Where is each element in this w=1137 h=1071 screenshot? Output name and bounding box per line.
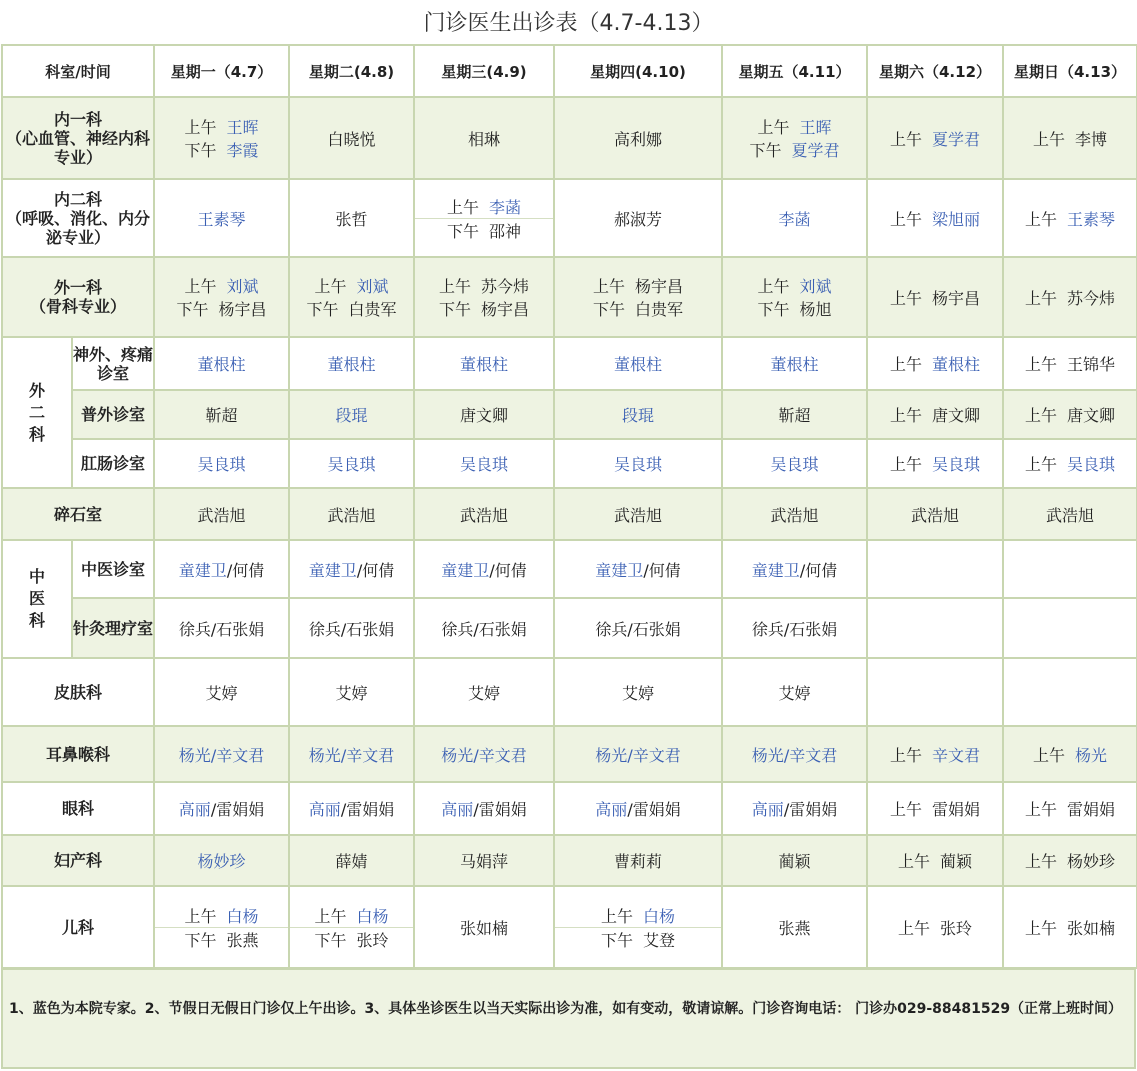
cell: 蔺颖 [722,835,867,886]
cell: 徐兵/石张娟 [414,598,554,658]
cell: 吴良琪 [554,439,722,488]
cell: 徐兵/石张娟 [554,598,722,658]
cell: 童建卫/何倩 [722,540,867,598]
cell: 上午 王晖 下午 夏学君 [722,97,867,179]
cell: 上午 苏今炜 [1003,257,1137,337]
row-waike1 [2,257,1137,337]
cell: 上午 白杨 下午 艾登 [554,886,722,968]
cell: 上午 辛文君 [867,726,1003,782]
cell: 李菡 [722,179,867,257]
dept-waike2: 外二科 [2,337,72,488]
cell: 上午 苏今炜 下午 杨宇昌 [414,257,554,337]
cell: 高丽/雷娟娟 [154,782,289,835]
cell: 童建卫/何倩 [414,540,554,598]
cell: 上午 李菡 下午 邵神 [414,179,554,257]
cell: 艾婷 [414,658,554,726]
cell: 靳超 [722,390,867,439]
cell: 董根柱 [154,337,289,390]
dept-neike1: 内一科 （心血管、神经内科专业） [2,97,154,179]
cell: 杨光/辛文君 [722,726,867,782]
cell: 武浩旭 [867,488,1003,540]
cell: 徐兵/石张娟 [154,598,289,658]
cell [867,658,1003,726]
cell: 杨光/辛文君 [289,726,414,782]
cell: 艾婷 [554,658,722,726]
cell: 杨光/辛文君 [414,726,554,782]
row-waike2-sub2 [2,390,1137,439]
cell: 曹莉莉 [554,835,722,886]
subdept-zhongyi-2: 针灸理疗室 [72,598,154,658]
row-zhongyi-sub1 [2,540,1137,598]
row-erbihou [2,726,1137,782]
dept-zhongyi: 中医科 [2,540,72,658]
subdept-zhongyi-1: 中医诊室 [72,540,154,598]
cell: 上午 刘斌 下午 白贵军 [289,257,414,337]
cell: 上午 雷娟娟 [1003,782,1137,835]
cell: 吴良琪 [722,439,867,488]
cell: 上午 杨妙珍 [1003,835,1137,886]
header-row [2,45,1137,97]
cell: 马娟萍 [414,835,554,886]
cell: 张燕 [722,886,867,968]
cell: 上午 王锦华 [1003,337,1137,390]
dept-erbihou: 耳鼻喉科 [2,726,154,782]
cell: 董根柱 [722,337,867,390]
subdept-waike2-2: 普外诊室 [72,390,154,439]
cell: 吴良琪 [289,439,414,488]
cell: 相琳 [414,97,554,179]
cell: 艾婷 [722,658,867,726]
cell: 张如楠 [414,886,554,968]
cell: 童建卫/何倩 [154,540,289,598]
cell: 薛婧 [289,835,414,886]
cell: 高丽/雷娟娟 [554,782,722,835]
dept-neike2: 内二科 （呼吸、消化、内分泌专业） [2,179,154,257]
cell [1003,658,1137,726]
row-yanke [2,782,1137,835]
header-dept-time: 科室/时间 [2,45,154,97]
header-tue: 星期二(4.8) [289,45,414,97]
header-sun: 星期日（4.13） [1003,45,1137,97]
cell: 上午 夏学君 [867,97,1003,179]
cell: 上午 张如楠 [1003,886,1137,968]
row-suishi [2,488,1137,540]
dept-erke: 儿科 [2,886,154,968]
dept-yanke: 眼科 [2,782,154,835]
cell: 杨光/辛文君 [554,726,722,782]
header-sat: 星期六（4.12） [867,45,1003,97]
cell: 上午 杨光 [1003,726,1137,782]
row-waike2-sub3 [2,439,1137,488]
row-waike2-sub1 [2,337,1137,390]
cell: 吴良琪 [414,439,554,488]
row-neike2 [2,179,1137,257]
cell: 郝淑芳 [554,179,722,257]
header-wed: 星期三(4.9) [414,45,554,97]
cell: 吴良琪 [154,439,289,488]
cell: 张哲 [289,179,414,257]
cell: 上午 刘斌 下午 杨宇昌 [154,257,289,337]
subdept-waike2-1: 神外、疼痛诊室 [72,337,154,390]
cell: 董根柱 [289,337,414,390]
schedule-table [1,44,1137,969]
cell: 上午 杨宇昌 下午 白贵军 [554,257,722,337]
cell: 高丽/雷娟娟 [414,782,554,835]
cell: 段琨 [289,390,414,439]
cell: 唐文卿 [414,390,554,439]
cell: 上午 雷娟娟 [867,782,1003,835]
cell [867,540,1003,598]
cell: 上午 唐文卿 [1003,390,1137,439]
row-neike1 [2,97,1137,179]
dept-pifu: 皮肤科 [2,658,154,726]
cell: 艾婷 [154,658,289,726]
cell: 童建卫/何倩 [289,540,414,598]
cell: 武浩旭 [722,488,867,540]
cell: 童建卫/何倩 [554,540,722,598]
footer-text: 1、蓝色为本院专家。2、节假日无假日门诊仅上午出诊。3、具体坐诊医生以当天实际出诊为准，如有变动，敬请谅解。门诊咨询电话： 门诊办029-88481529（正常上班时间） [9,1001,1123,1017]
cell [867,598,1003,658]
header-thu: 星期四(4.10) [554,45,722,97]
header-mon: 星期一（4.7） [154,45,289,97]
cell: 上午 唐文卿 [867,390,1003,439]
footer-notes [1,968,1136,1069]
cell: 高丽/雷娟娟 [289,782,414,835]
cell: 高利娜 [554,97,722,179]
dept-fuchan: 妇产科 [2,835,154,886]
cell: 武浩旭 [414,488,554,540]
cell: 杨光/辛文君 [154,726,289,782]
row-zhongyi-sub2 [2,598,1137,658]
cell: 高丽/雷娟娟 [722,782,867,835]
cell: 靳超 [154,390,289,439]
cell: 武浩旭 [554,488,722,540]
subdept-waike2-3: 肛肠诊室 [72,439,154,488]
cell: 杨妙珍 [154,835,289,886]
cell: 上午 王晖 下午 李霞 [154,97,289,179]
cell: 段琨 [554,390,722,439]
cell: 上午 白杨 下午 张燕 [154,886,289,968]
dept-suishi: 碎石室 [2,488,154,540]
page-title: 门诊医生出诊表（4.7-4.13） [423,11,714,36]
cell: 徐兵/石张娟 [722,598,867,658]
cell: 上午 张玲 [867,886,1003,968]
cell: 上午 李博 [1003,97,1137,179]
cell: 白晓悦 [289,97,414,179]
cell: 王素琴 [154,179,289,257]
cell: 上午 吴良琪 [1003,439,1137,488]
cell: 艾婷 [289,658,414,726]
cell: 武浩旭 [1003,488,1137,540]
cell: 武浩旭 [154,488,289,540]
row-pifu [2,658,1137,726]
cell: 董根柱 [414,337,554,390]
cell [1003,598,1137,658]
cell: 上午 董根柱 [867,337,1003,390]
cell: 上午 吴良琪 [867,439,1003,488]
cell: 武浩旭 [289,488,414,540]
cell [1003,540,1137,598]
cell: 董根柱 [554,337,722,390]
cell: 上午 白杨 下午 张玲 [289,886,414,968]
dept-waike1: 外一科 （骨科专业） [2,257,154,337]
header-fri: 星期五（4.11） [722,45,867,97]
cell: 上午 梁旭丽 [867,179,1003,257]
cell: 上午 刘斌 下午 杨旭 [722,257,867,337]
row-fuchan [2,835,1137,886]
cell: 上午 杨宇昌 [867,257,1003,337]
row-erke [2,886,1137,968]
cell: 上午 王素琴 [1003,179,1137,257]
cell: 徐兵/石张娟 [289,598,414,658]
cell: 上午 蔺颖 [867,835,1003,886]
